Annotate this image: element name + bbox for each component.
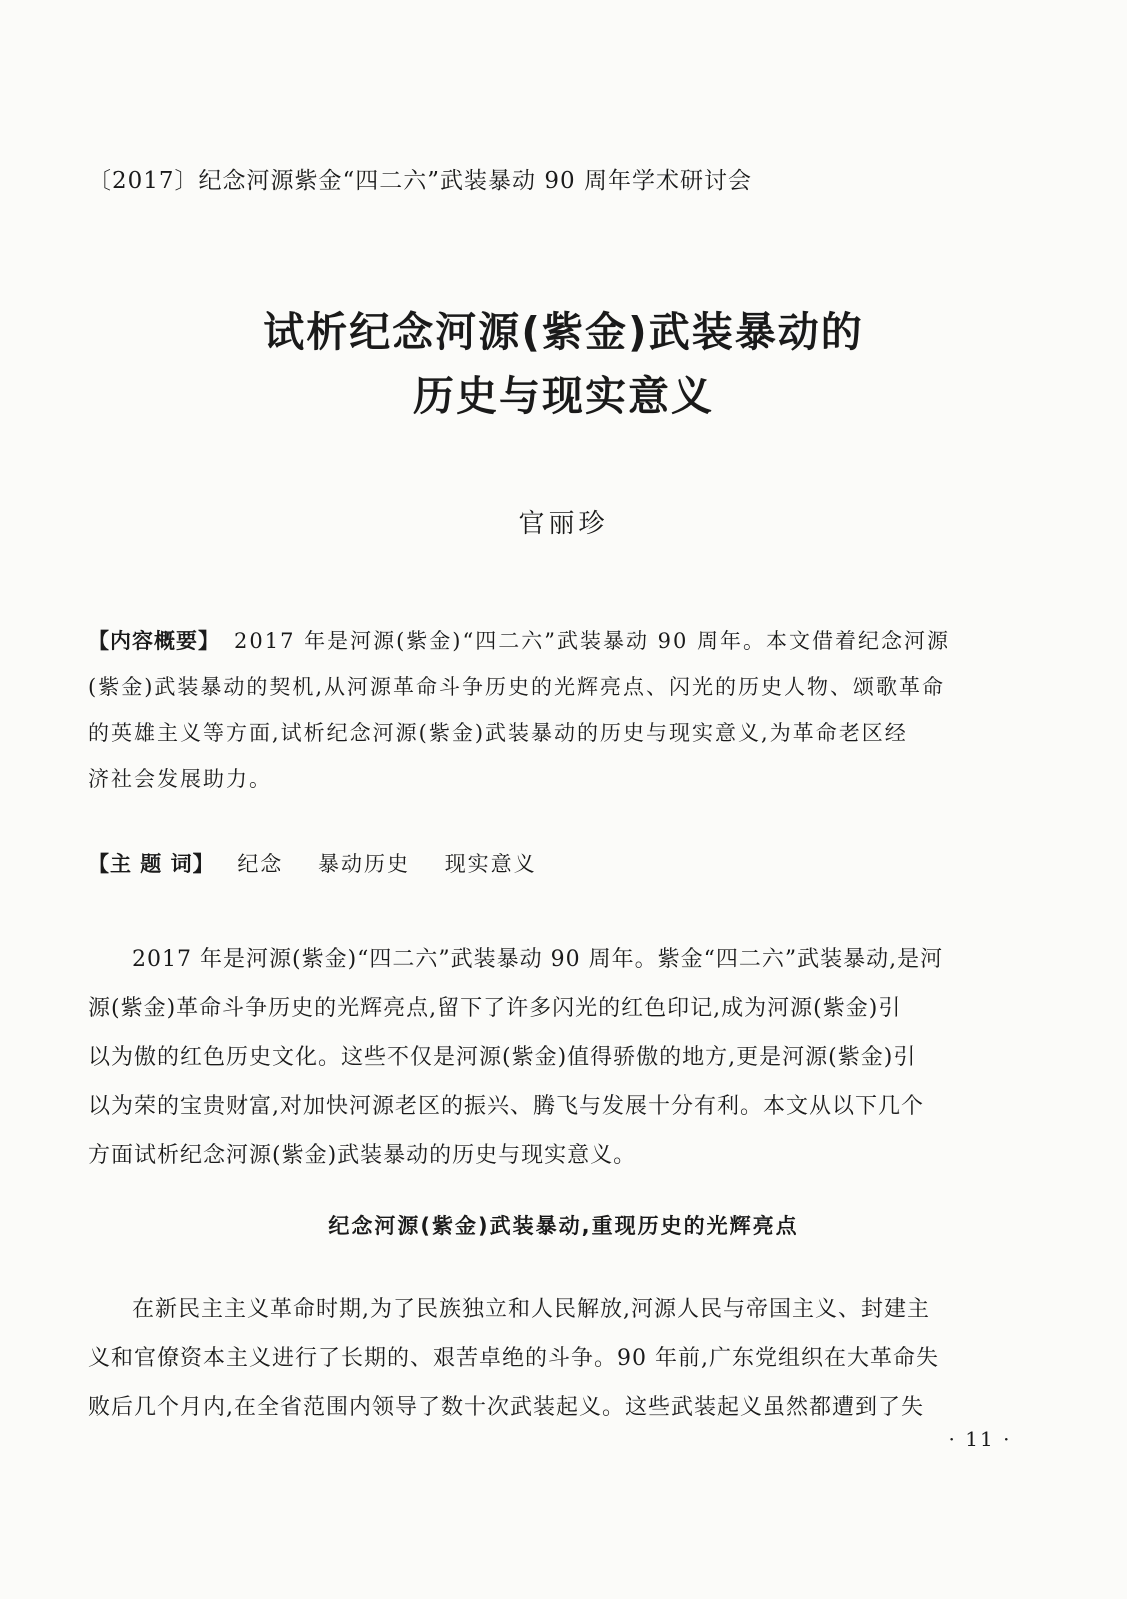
paragraph-line: 义和官僚资本主义进行了长期的、艰苦卓绝的斗争。90 年前,广东党组织在大革命失	[88, 1346, 939, 1371]
paragraph-line: 方面试析纪念河源(紫金)武装暴动的历史与现实意义。	[88, 1143, 637, 1168]
keyword: 纪念	[237, 852, 284, 876]
keyword: 暴动历史	[318, 852, 410, 876]
article-title	[0, 300, 1127, 428]
keywords-label: 【主 题 词】	[88, 852, 215, 876]
abstract-label: 【内容概要】	[88, 629, 220, 653]
author-name: 官丽珍	[518, 509, 609, 539]
keyword: 现实意义	[444, 852, 537, 876]
abstract	[88, 618, 1023, 802]
paragraph-line: 以为荣的宝贵财富,对加快河源老区的振兴、腾飞与发展十分有利。本文从以下几个	[88, 1094, 924, 1119]
series-header: 〔2017〕纪念河源紫金“四二六”武装暴动 90 周年学术研讨会	[88, 168, 752, 194]
abstract-line: (紫金)武装暴动的契机,从河源革命斗争历史的光辉亮点、闪光的历史人物、颂歌革命	[88, 675, 946, 699]
paragraph-line: 在新民主主义革命时期,为了民族独立和人民解放,河源人民与帝国主义、封建主	[132, 1297, 930, 1322]
paragraph-line: 败后几个月内,在全省范围内领导了数十次武装起义。这些武装起义虽然都遭到了失	[88, 1395, 924, 1420]
title-line: 试析纪念河源(紫金)武装暴动的	[263, 308, 864, 356]
paragraph-line: 源(紫金)革命斗争历史的光辉亮点,留下了许多闪光的红色印记,成为河源(紫金)引	[88, 996, 902, 1021]
abstract-line: 济社会发展助力。	[88, 767, 272, 791]
paragraph-line: 2017 年是河源(紫金)“四二六”武装暴动 90 周年。紫金“四二六”武装暴动,是河	[132, 947, 944, 972]
abstract-line	[88, 618, 1023, 664]
page-number: · 11 ·	[948, 1427, 1012, 1451]
keywords	[88, 848, 1023, 878]
title-line: 历史与现实意义	[413, 372, 714, 420]
body-paragraph	[88, 935, 1023, 1180]
body-paragraph	[88, 1285, 1023, 1432]
abstract-text: 2017 年是河源(紫金)“四二六”武装暴动 90 周年。本文借着纪念河源	[234, 629, 951, 653]
section-heading: 纪念河源(紫金)武装暴动,重现历史的光辉亮点	[328, 1214, 799, 1238]
paragraph-line: 以为傲的红色历史文化。这些不仅是河源(紫金)值得骄傲的地方,更是河源(紫金)引	[88, 1045, 917, 1070]
abstract-line: 的英雄主义等方面,试析纪念河源(紫金)武装暴动的历史与现实意义,为革命老区经	[88, 721, 908, 745]
